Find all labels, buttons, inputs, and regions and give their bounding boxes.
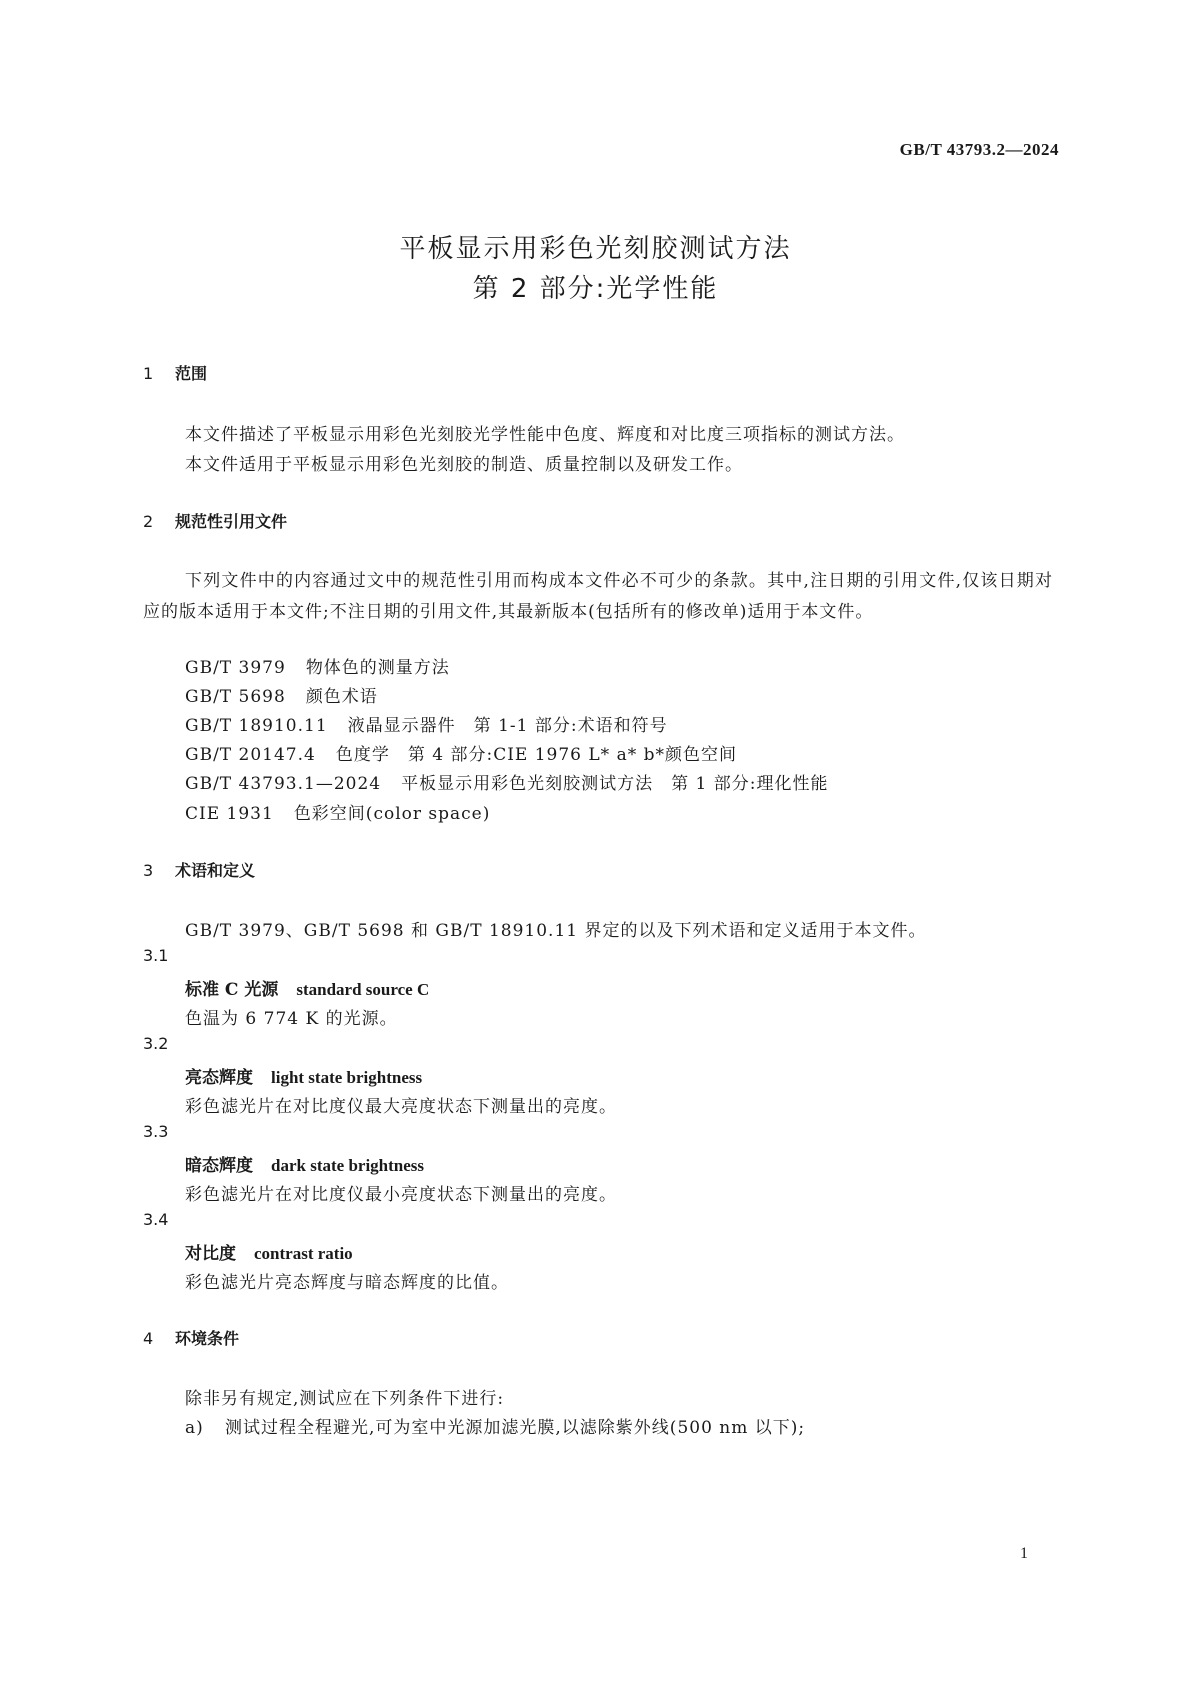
list-item-text: 测试过程全程避光,可为室中光源加滤光膜,以滤除紫外线(500 nm 以下); [225, 1418, 806, 1438]
section-number: 4 [143, 1329, 154, 1348]
term-entry [185, 1151, 424, 1176]
reference-code: GB/T 20147.4 [185, 745, 316, 765]
section-1-heading [143, 361, 207, 384]
section-number: 2 [143, 512, 154, 531]
term-definition: 彩色滤光片在对比度仪最小亮度状态下测量出的亮度。 [185, 1185, 617, 1205]
reference-title: 液晶显示器件 第 1-1 部分:术语和符号 [347, 716, 668, 736]
term-number: 3.4 [143, 1210, 169, 1229]
section-title: 范围 [175, 364, 208, 383]
term-english: dark state brightness [271, 1156, 425, 1175]
section-title: 规范性引用文件 [175, 512, 288, 531]
section-title: 术语和定义 [175, 861, 256, 880]
normative-reference [185, 769, 828, 794]
reference-title: 物体色的测量方法 [305, 658, 450, 678]
section-1-paragraph: 本文件描述了平板显示用彩色光刻胶光学性能中色度、辉度和对比度三项指标的测试方法。 [185, 425, 905, 445]
reference-code: GB/T 5698 [185, 687, 286, 707]
section-1-paragraph: 本文件适用于平板显示用彩色光刻胶的制造、质量控制以及研发工作。 [185, 455, 743, 475]
list-item [185, 1413, 805, 1438]
section-2-heading [143, 509, 287, 532]
section-2-intro: 下列文件中的内容通过文中的规范性引用而构成本文件必不可少的条款。其中,注日期的引用文件,仅该日期对应的版本适用于本文件;不注日期的引用文件,其最新版本(包括所有的修改单)适用于本文件。 [143, 571, 1053, 622]
term-english: light state brightness [271, 1068, 423, 1087]
list-item-label: a) [185, 1418, 204, 1438]
normative-reference [185, 711, 668, 736]
section-number: 3 [143, 861, 154, 880]
reference-code: GB/T 18910.11 [185, 716, 328, 736]
reference-title: 平板显示用彩色光刻胶测试方法 第 1 部分:理化性能 [401, 774, 829, 794]
section-4-intro: 除非另有规定,测试应在下列条件下进行: [185, 1389, 505, 1409]
reference-title: 色彩空间(color space) [293, 804, 491, 824]
page-number: 1 [1020, 1545, 1028, 1562]
reference-code: GB/T 3979 [185, 658, 286, 678]
section-title: 环境条件 [175, 1329, 240, 1348]
section-3-intro: GB/T 3979、GB/T 5698 和 GB/T 18910.11 界定的以及下列术语和定义适用于本文件。 [185, 921, 927, 941]
document-title-line1: 平板显示用彩色光刻胶测试方法 [399, 234, 792, 264]
section-4-heading [143, 1326, 239, 1349]
reference-code: CIE 1931 [185, 804, 274, 824]
term-definition: 彩色滤光片在对比度仪最大亮度状态下测量出的亮度。 [185, 1097, 617, 1117]
term-english: standard source C [296, 980, 430, 999]
term-chinese: 亮态辉度 [185, 1068, 253, 1088]
standard-code: GB/T 43793.2—2024 [899, 140, 1059, 159]
term-entry [185, 1239, 353, 1264]
normative-reference [185, 653, 450, 678]
term-definition: 色温为 6 774 K 的光源。 [185, 1009, 398, 1029]
term-chinese: 暗态辉度 [185, 1156, 253, 1176]
reference-code: GB/T 43793.1—2024 [185, 774, 382, 794]
term-number: 3.1 [143, 946, 169, 965]
section-3-heading [143, 858, 255, 881]
term-number: 3.3 [143, 1122, 169, 1141]
normative-reference [185, 740, 737, 765]
term-entry [185, 1063, 422, 1088]
term-chinese: 对比度 [185, 1244, 236, 1264]
document-title-line2: 第 2 部分:光学性能 [472, 274, 719, 304]
term-entry [185, 975, 429, 1000]
term-chinese: 标准 C 光源 [185, 980, 279, 1000]
term-definition: 彩色滤光片亮态辉度与暗态辉度的比值。 [185, 1273, 509, 1293]
term-number: 3.2 [143, 1034, 169, 1053]
section-number: 1 [143, 364, 154, 383]
normative-reference [185, 682, 378, 707]
reference-title: 颜色术语 [305, 687, 378, 707]
normative-reference [185, 799, 490, 824]
term-english: contrast ratio [254, 1244, 353, 1263]
reference-title: 色度学 第 4 部分:CIE 1976 L* a* b*颜色空间 [335, 745, 738, 765]
